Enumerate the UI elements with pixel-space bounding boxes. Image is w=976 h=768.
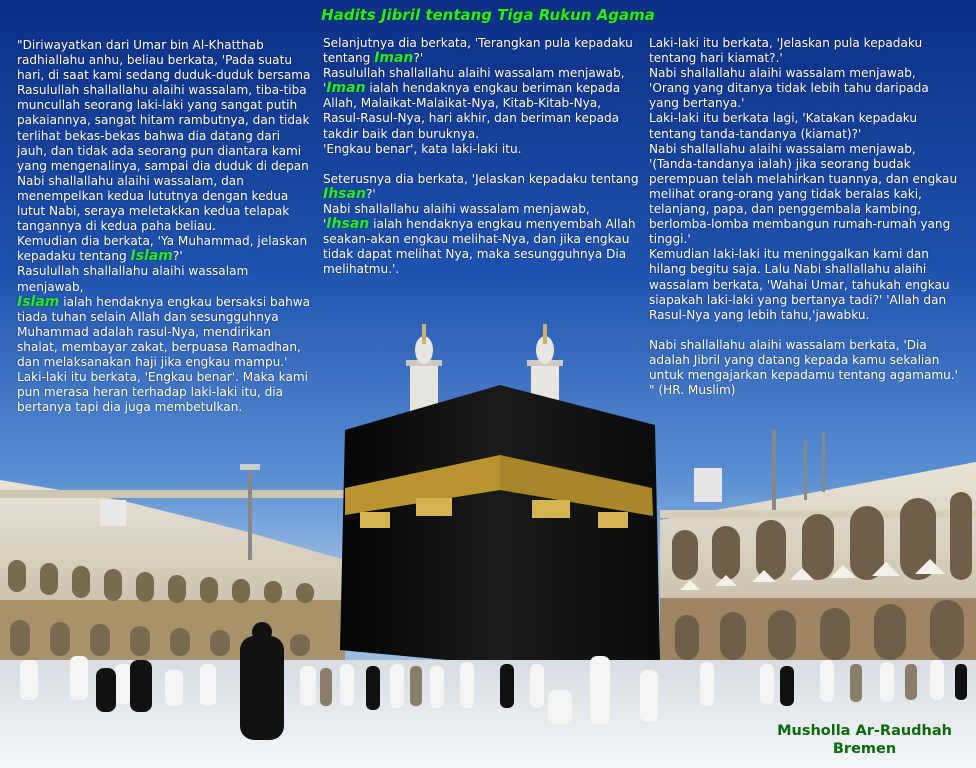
paragraph: 'Engkau benar', kata laki-laki itu. <box>323 141 522 156</box>
signature-line-2: Bremen <box>832 741 897 757</box>
keyword-islam: Islam <box>130 248 173 265</box>
paragraph: Laki-laki itu berkata, 'Jelaskan pula kepadaku tentang hari kiamat?.' <box>649 36 923 66</box>
paragraph: Kemudian dia berkata, 'Ya Muhammad, jelaskan kepadaku tentang Islam?' <box>17 234 308 265</box>
paragraph: Seterusnya dia berkata, 'Jelaskan kepadaku tentang Ihsan?' <box>323 171 639 202</box>
paragraph: Laki-laki itu berkata lagi, 'Katakan kepadaku tentang tanda-tandanya (kiamat)?' <box>649 111 918 141</box>
paragraph: "Diriwayatkan dari Umar bin Al-Khatthab radhiallahu anhu, beliau berkata, 'Pada suatu hari, di saat kami sedang duduk-duduk bersama Rasulullah shallallahu alaihi wassalam, tiba-tiba muncullah seorang laki-laki yang sangat putih pakaiannya, sangat hitam rambutnya, dan tidak terlihat bekas-bekas bahwa dia datang dari jauh, dan tidak ada seorang pun diantara kami yang mengenalinya, sampai dia duduk di depan Nabi shallallahu alaihi wassalam, dan menempelkan kedua lututnya dengan kedua lutut Nabi, seraya meletakkan kedua telapak tangannya di kedua paha beliau. <box>17 38 311 234</box>
text-column-1 <box>17 38 313 415</box>
paragraph: Nabi shallallahu alaihi wassalam menjawab, <box>649 66 916 81</box>
keyword-iman: Iman <box>374 50 414 67</box>
paragraph: Nabi shallallahu alaihi wassalam menjawab, <box>649 141 916 156</box>
paragraph: Nabi shallallahu alaihi wassalam berkata, 'Dia adalah Jibril yang datang kepada kamu sekalian untuk mengajarkan kepadamu tentang agamamu.' " (HR. Muslim) <box>649 337 958 398</box>
paragraph: '(Tanda-tandanya ialah) jika seorang budak perempuan telah melahirkan tuannya, dan engkau melihat orang-orang yang tidak beralas kaki, telanjang, papa, dan penggembala kambing, berlomba-lomba membangun rumah-rumah yang tinggi.' <box>649 156 958 247</box>
paragraph: Laki-laki itu berkata, 'Engkau benar'. Maka kami pun merasa heran terhadap laki-laki itu, dia bertanya tapi dia juga membetulkan. <box>17 370 309 415</box>
keyword-iman: Iman <box>326 80 366 97</box>
mosque-signature <box>777 722 952 758</box>
paragraph: Kemudian laki-laki itu meninggalkan kami dan hilang begitu saja. Lalu Nabi shallallahu alaihi wassalam berkata, 'Wahai Umar, tahukah engkau siapakah laki-laki yang bertanya tadi?' 'Allah dan Rasul-Nya yang lebih tahu,'jawabku. <box>649 247 950 322</box>
paragraph: Selanjutnya dia berkata, 'Terangkan pula kepadaku tentang Iman?' <box>323 36 633 67</box>
keyword-islam: Islam <box>17 293 60 310</box>
keyword-ihsan: Ihsan <box>326 216 370 233</box>
paragraph: 'Orang yang ditanya tidak lebih tahu daripada yang bertanya.' <box>649 81 929 111</box>
signature-line-1: Musholla Ar-Raudhah <box>777 723 952 739</box>
text-column-3 <box>649 36 959 398</box>
left-mosque-building <box>0 464 345 660</box>
paragraph: Rasulullah shallallahu alaihi wassalam menjawab, <box>323 66 625 81</box>
kaaba <box>340 385 660 665</box>
poster-title: Hadits Jibril tentang Tiga Rukun Agama <box>321 6 655 24</box>
paragraph: Islam ialah hendaknya engkau bersaksi bahwa tiada tuhan selain Allah dan sesungguhnya Muhammad adalah rasul-Nya, mendirikan shalat, membayar zakat, berpuasa Ramadhan, dan melaksanakan haji jika engkau mampu.' <box>17 293 311 369</box>
paragraph: 'Iman ialah hendaknya engkau beriman kepada Allah, Malaikat-Malaikat-Nya, Kitab-Kitab-Nya, Rasul-Rasul-Nya, hari akhir, dan beriman kepada takdir baik dan buruknya. <box>323 80 621 141</box>
keyword-ihsan: Ihsan <box>323 185 366 202</box>
paragraph: Rasulullah shallallahu alaihi wassalam menjawab, <box>17 264 249 294</box>
paragraph: Nabi shallallahu alaihi wassalam menjawab, <box>323 201 590 216</box>
paragraph: 'Ihsan ialah hendaknya engkau menyembah Allah seakan-akan engkau melihat-Nya, dan jika engkau tidak dapat melihat Nya, maka sesungguhnya Dia melihatmu.'. <box>323 216 636 277</box>
text-column-2 <box>323 36 639 277</box>
